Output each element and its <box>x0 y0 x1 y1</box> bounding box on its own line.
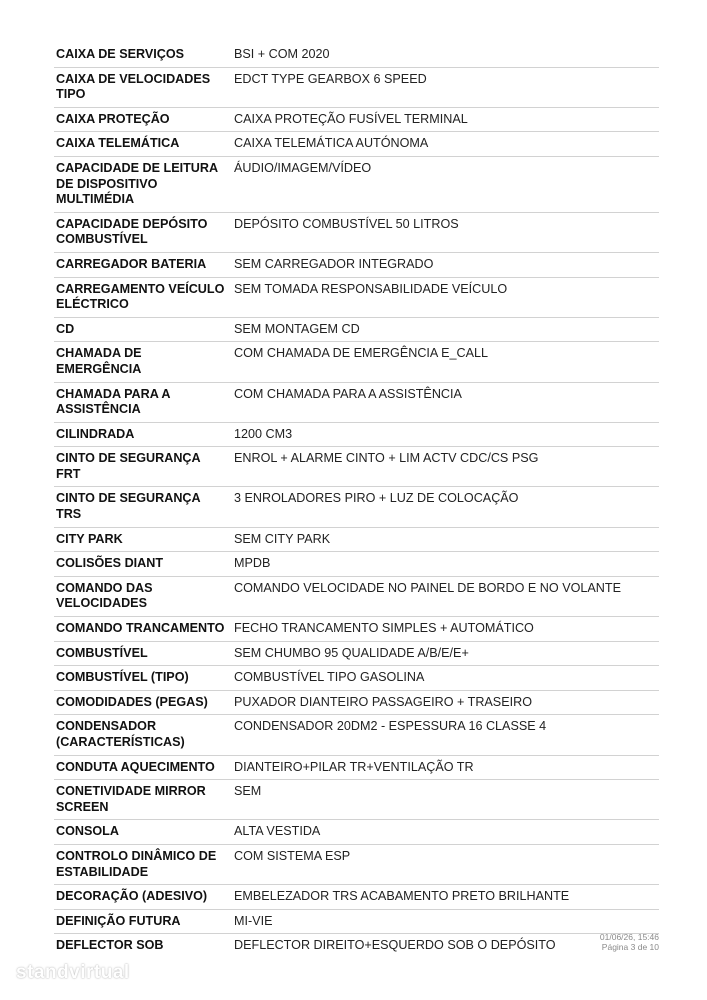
spec-label: DEFLECTOR SOB <box>56 938 164 953</box>
spec-label: COMANDO TRANCAMENTO <box>56 621 225 636</box>
spec-value: ENROL + ALARME CINTO + LIM ACTV CDC/CS PSG <box>234 451 539 466</box>
spec-label: DEFINIÇÃO FUTURA <box>56 913 181 928</box>
spec-value: 1200 CM3 <box>234 426 293 441</box>
spec-value: ÁUDIO/IMAGEM/VÍDEO <box>234 160 372 175</box>
spec-row <box>54 885 659 910</box>
spec-label: COLISÕES DIANT <box>56 556 164 571</box>
spec-label: COMBUSTÍVEL (TIPO) <box>56 670 189 685</box>
spec-label: CHAMADA PARA A ASSISTÊNCIA <box>56 386 171 417</box>
spec-label: CITY PARK <box>56 531 123 546</box>
spec-value: COM CHAMADA DE EMERGÊNCIA E_CALL <box>234 346 489 361</box>
spec-label: CD <box>56 321 75 336</box>
spec-value: EMBELEZADOR TRS ACABAMENTO PRETO BRILHANTE <box>234 889 570 904</box>
spec-row <box>54 617 659 642</box>
spec-label: CONTROLO DINÂMICO DE ESTABILIDADE <box>56 848 217 879</box>
spec-label: CINTO DE SEGURANÇA FRT <box>56 451 201 481</box>
spec-row <box>54 107 659 132</box>
spec-label: CHAMADA DE EMERGÊNCIA <box>56 346 142 376</box>
spec-table <box>54 43 659 958</box>
spec-value: MI-VIE <box>234 913 273 928</box>
spec-label: CARREGADOR BATERIA <box>56 256 207 271</box>
spec-label: CAIXA TELEMÁTICA <box>56 136 180 151</box>
spec-value: ALTA VESTIDA <box>234 824 321 839</box>
spec-row <box>54 715 659 755</box>
spec-row <box>54 820 659 845</box>
spec-value: 3 ENROLADORES PIRO + LUZ DE COLOCAÇÃO <box>234 491 519 506</box>
spec-row <box>54 317 659 342</box>
spec-row <box>54 844 659 884</box>
spec-row <box>54 576 659 616</box>
spec-value: EDCT TYPE GEARBOX 6 SPEED <box>234 71 427 86</box>
spec-row <box>54 934 659 958</box>
spec-row <box>54 780 659 820</box>
spec-label: COMANDO DAS VELOCIDADES <box>56 580 153 611</box>
spec-value: DEFLECTOR DIREITO+ESQUERDO SOB O DEPÓSITO <box>234 938 556 953</box>
spec-value: SEM CITY PARK <box>234 531 331 546</box>
spec-value: CAIXA PROTEÇÃO FUSÍVEL TERMINAL <box>234 111 468 126</box>
spec-row <box>54 447 659 487</box>
spec-row <box>54 422 659 447</box>
spec-value: SEM TOMADA RESPONSABILIDADE VEÍCULO <box>234 281 508 296</box>
footer-timestamp: 01/06/26, 15:46 <box>599 932 659 942</box>
spec-value: COM CHAMADA PARA A ASSISTÊNCIA <box>234 386 462 401</box>
spec-label: CONDENSADOR (CARACTERÍSTICAS) <box>56 719 185 749</box>
spec-value: PUXADOR DIANTEIRO PASSAGEIRO + TRASEIRO <box>234 694 533 709</box>
spec-row <box>54 43 659 67</box>
spec-value: BSI + COM 2020 <box>234 47 330 61</box>
spec-row <box>54 277 659 317</box>
spec-value: SEM MONTAGEM CD <box>234 321 360 336</box>
spec-value: COMANDO VELOCIDADE NO PAINEL DE BORDO E NO VOLANTE <box>234 580 621 595</box>
spec-label: CAIXA DE VELOCIDADES TIPO <box>56 71 211 102</box>
spec-label: DECORAÇÃO (ADESIVO) <box>56 889 208 904</box>
spec-value: COMBUSTÍVEL TIPO GASOLINA <box>234 670 425 685</box>
footer-page-number: Página 3 de 10 <box>601 942 659 952</box>
spec-row <box>54 909 659 934</box>
spec-label: CINTO DE SEGURANÇA TRS <box>56 491 201 522</box>
spec-row <box>54 382 659 422</box>
page-footer <box>600 932 659 952</box>
spec-value: DEPÓSITO COMBUSTÍVEL 50 LITROS <box>234 216 459 231</box>
spec-label: CONDUTA AQUECIMENTO <box>56 759 215 774</box>
spec-row <box>54 527 659 552</box>
spec-value: DIANTEIRO+PILAR TR+VENTILAÇÃO TR <box>234 759 474 774</box>
watermark-logo: standvirtual <box>16 962 130 983</box>
spec-label: CAIXA DE SERVIÇOS <box>56 47 185 61</box>
spec-row <box>54 487 659 527</box>
spec-value: SEM <box>234 784 262 799</box>
spec-label: CONETIVIDADE MIRROR SCREEN <box>56 784 206 814</box>
spec-row <box>54 156 659 212</box>
spec-row <box>54 252 659 277</box>
spec-value: CONDENSADOR 20DM2 - ESPESSURA 16 CLASSE 4 <box>234 719 547 734</box>
spec-value: COM SISTEMA ESP <box>234 848 351 863</box>
spec-label: COMBUSTÍVEL <box>56 645 148 660</box>
spec-value: FECHO TRANCAMENTO SIMPLES + AUTOMÁTICO <box>234 621 534 636</box>
spec-value: MPDB <box>234 556 271 571</box>
spec-label: COMODIDADES (PEGAS) <box>56 694 208 709</box>
spec-row <box>54 212 659 252</box>
spec-label: CARREGAMENTO VEÍCULO ELÉCTRICO <box>56 281 225 312</box>
spec-value: SEM CHUMBO 95 QUALIDADE A/B/E/E+ <box>234 645 469 660</box>
spec-value: CAIXA TELEMÁTICA AUTÓNOMA <box>234 136 429 151</box>
spec-label: CILINDRADA <box>56 426 135 441</box>
spec-label: CAIXA PROTEÇÃO <box>56 111 170 126</box>
spec-label: CONSOLA <box>56 824 119 839</box>
spec-label: CAPACIDADE DE LEITURA DE DISPOSITIVO MULTIMÉDIA <box>56 160 218 207</box>
spec-row <box>54 67 659 107</box>
spec-table-body <box>54 43 659 958</box>
spec-label: CAPACIDADE DEPÓSITO COMBUSTÍVEL <box>56 216 208 247</box>
spec-row <box>54 641 659 666</box>
spec-row <box>54 690 659 715</box>
spec-row <box>54 342 659 382</box>
spec-value: SEM CARREGADOR INTEGRADO <box>234 256 434 271</box>
spec-row <box>54 666 659 691</box>
spec-row <box>54 132 659 157</box>
spec-row <box>54 552 659 577</box>
spec-row <box>54 755 659 780</box>
